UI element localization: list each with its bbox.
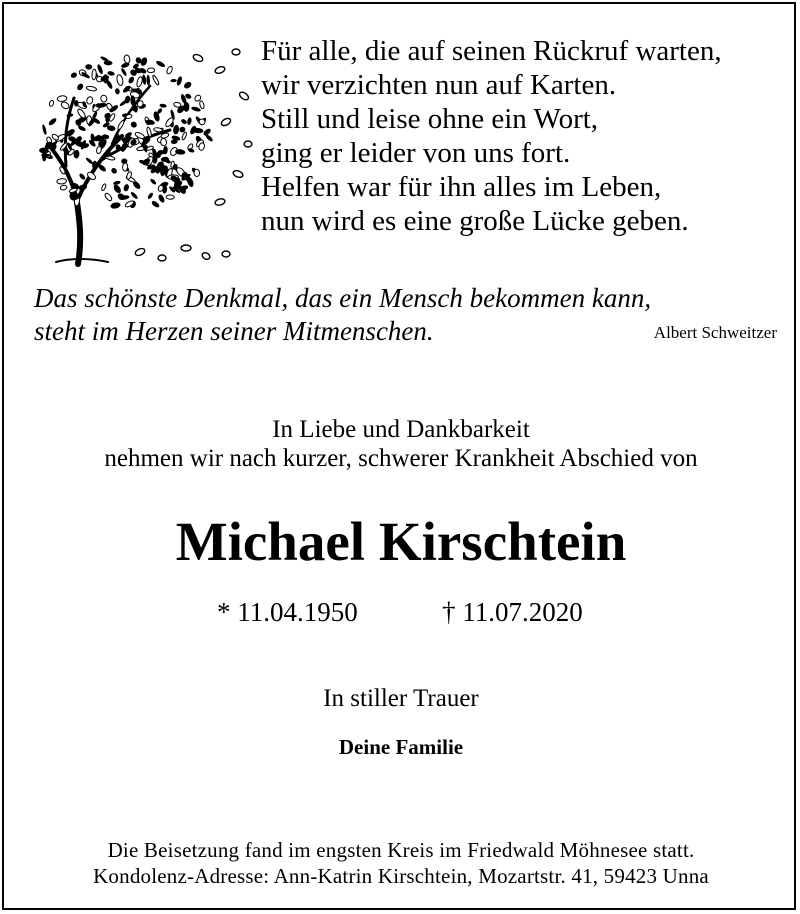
leaf-shape	[51, 133, 59, 141]
condolence-address: Kondolenz-Adresse: Ann-Katrin Kirschtein, Mozartstr. 41, 59423 Unna	[93, 864, 709, 888]
leaf-shape	[113, 180, 121, 185]
leaf-shape	[147, 68, 154, 73]
quote-line: steht im Herzen seiner Mitmenschen.	[34, 316, 434, 346]
leaf-shape	[136, 76, 143, 87]
leaf-shape	[100, 95, 107, 103]
leaf-shape	[147, 192, 154, 200]
leaf-shape	[152, 75, 160, 86]
leaf-shape	[104, 192, 113, 202]
poem-line: ging er leider von uns fort.	[261, 137, 571, 169]
leaf-shape	[155, 60, 166, 69]
leaf-shape	[176, 76, 183, 86]
leaf-shape	[76, 108, 86, 119]
mourning-text: In stiller Trauer	[323, 685, 479, 712]
leaf-shape	[123, 183, 130, 192]
windblown-tree-icon	[30, 26, 260, 271]
leaf-shape	[96, 146, 102, 154]
quote-block	[34, 282, 779, 348]
leaf-shape	[187, 117, 192, 125]
poem-line: nun wird es eine große Lücke geben.	[261, 205, 689, 237]
leaf-shape	[130, 120, 138, 128]
intro-line: nehmen wir nach kurzer, schwerer Krankheit Abschied von	[104, 445, 698, 472]
birth-date: * 11.04.1950	[217, 597, 358, 627]
leaf-shape	[199, 100, 205, 109]
poem-line: wir verzichten nun auf Karten.	[261, 69, 617, 101]
burial-note: Die Beisetzung fand im engsten Kreis im Friedwald Möhnesee statt.	[107, 838, 695, 862]
leaf-shape	[86, 96, 94, 105]
leaf-shape	[173, 124, 180, 134]
leaf-shape	[76, 82, 85, 91]
poem-line: Still und leise ohne ein Wort,	[261, 103, 599, 135]
leaf-shape	[120, 67, 127, 76]
leaf-shape	[110, 167, 118, 175]
leaf-shape	[160, 138, 167, 146]
family-signature: Deine Familie	[338, 735, 464, 759]
leaf-shape	[151, 200, 161, 209]
leaf-shape	[166, 66, 173, 75]
leaf-shape	[86, 86, 97, 92]
intro-line: In Liebe und Dankbarkeit	[272, 416, 530, 443]
leaf-shape	[57, 95, 67, 102]
leaf-shape	[85, 64, 92, 70]
leaf-shape	[181, 132, 187, 141]
leaf-shape	[101, 183, 107, 191]
deceased-name: Michael Kirschtein	[175, 511, 627, 572]
leaf-shape	[146, 75, 150, 86]
leaf-shape	[112, 183, 122, 194]
leaf-shape	[60, 101, 70, 110]
leaf-shape	[194, 169, 200, 177]
leaf-shape	[170, 79, 177, 83]
leaf-shape	[49, 100, 55, 107]
obituary-notice	[2, 2, 796, 910]
leaf-shape	[107, 70, 115, 76]
leaf-shape	[57, 178, 67, 184]
leaf-shape	[41, 124, 47, 135]
leaf-shape	[104, 60, 113, 65]
leaf-shape	[149, 178, 157, 185]
leaf-shape	[146, 127, 152, 138]
poem	[261, 34, 722, 238]
leaf-shape	[130, 191, 139, 200]
leaf-shape	[157, 194, 165, 204]
quote-author: Albert Schweitzer	[653, 323, 777, 342]
leaf-shape	[110, 201, 121, 209]
leaf-shape	[105, 155, 115, 161]
poem-line: Helfen war für ihn alles im Leben,	[261, 171, 662, 203]
leaf-shape	[70, 71, 78, 79]
leaf-shape	[78, 173, 86, 181]
leaf-shape	[116, 74, 124, 86]
leaf-shape	[117, 120, 125, 131]
leaf-shape	[180, 118, 187, 125]
leaf-shape	[115, 88, 121, 95]
leaf-shape	[183, 81, 193, 90]
leaf-shape	[96, 64, 104, 75]
leaf-shape	[166, 195, 174, 199]
leaf-shape	[159, 103, 167, 108]
death-date: † 11.07.2020	[442, 597, 583, 627]
leaf-shape	[191, 106, 202, 113]
poem-line: Für alle, die auf seinen Rückruf warten,	[261, 35, 722, 67]
leaf-shape	[123, 55, 130, 64]
leaf-shape	[122, 163, 127, 172]
leaf-shape	[92, 69, 97, 80]
leaf-shape	[127, 76, 135, 85]
leaf-shape	[48, 117, 58, 127]
leaf-shape	[60, 185, 67, 191]
quote-line: Das schönste Denkmal, das ein Mensch bekommen kann,	[34, 283, 652, 313]
